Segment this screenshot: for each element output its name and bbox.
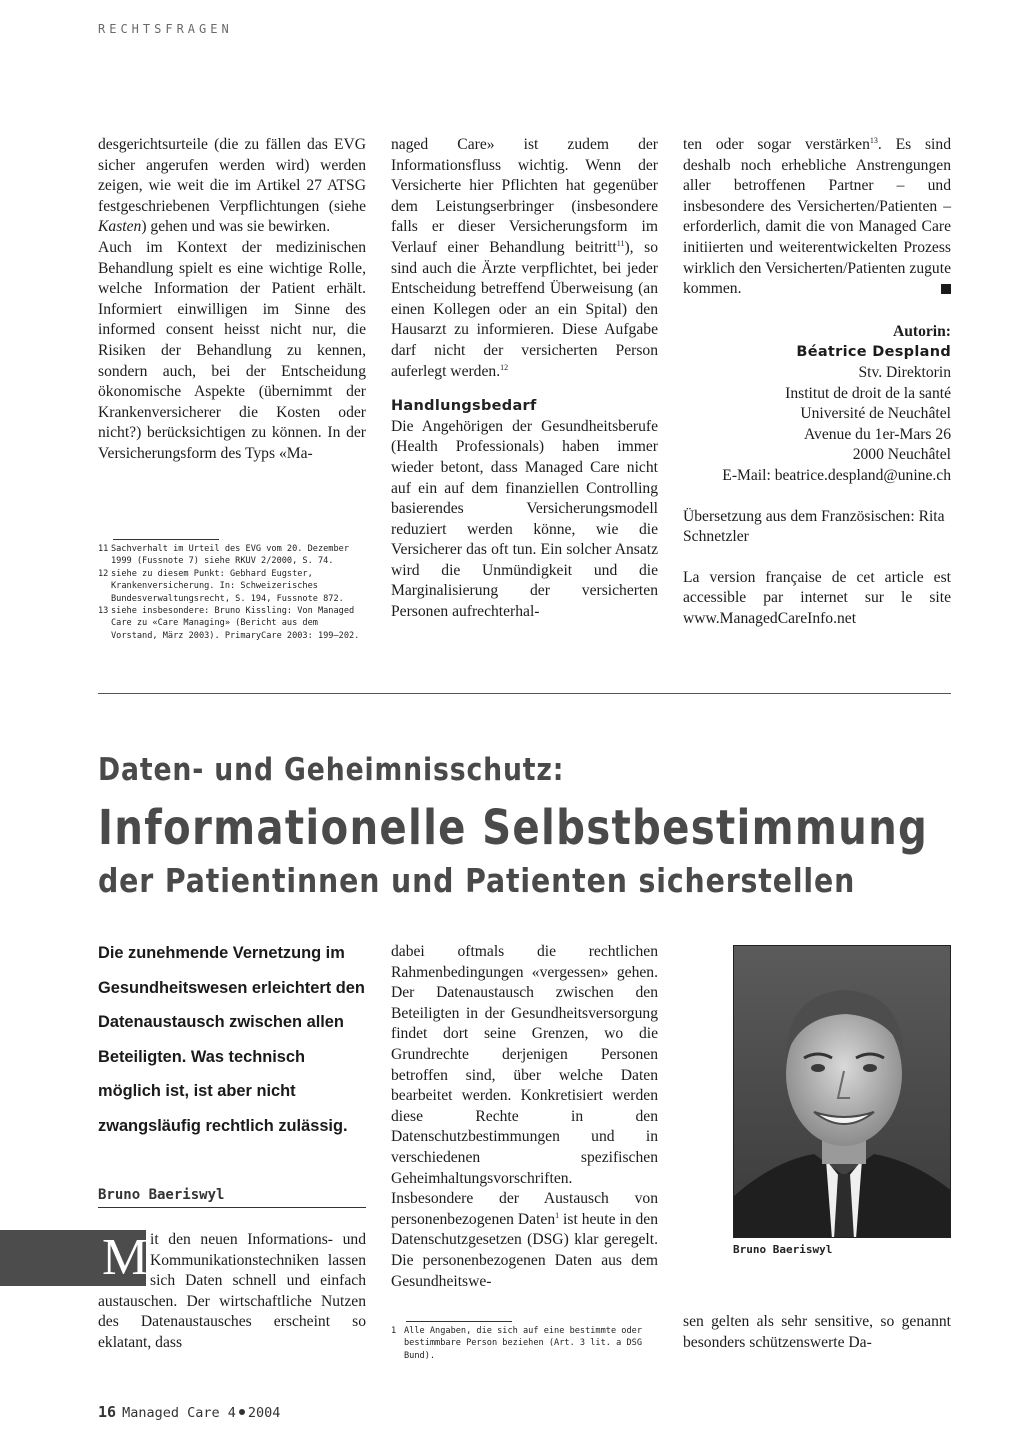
author-university: Université de Neuchâtel (800, 405, 951, 423)
article1-column-1 (98, 135, 366, 465)
footnote-12: 12 siehe zu diesem Punkt: Gebhard Eugster, Krankenversicherung. In: Schweizerisches Bundesverwaltungsrecht, S. 194, Fussnote 872. (98, 568, 344, 604)
page-number: 16 (98, 1403, 117, 1421)
author-block (683, 322, 951, 487)
section-label: RECHTSFRAGEN (98, 22, 233, 36)
author-photo (733, 945, 951, 1238)
dropcap-spacer (98, 1230, 150, 1290)
author-email: E-Mail: beatrice.despland@unine.ch (722, 466, 951, 484)
footnote-11: 11 Sachverhalt im Urteil des EVG vom 20. Dezember 1999 (Fussnote 7) siehe RKUV 2/2000, S. 74. (98, 544, 349, 567)
headline-sub: der Patientinnen und Patienten sicherstellen (98, 861, 856, 900)
article1-col2-paragraph-2: Die Angehörigen der Gesundheitsberufe (Health Professionals) haben immer wieder betont, dass Managed Care nicht auf ein auf dem finanziellen Controlling basierendes Versicherungsmodell reduziert werden könne, wie die Versicherer das oft tun. Ein solcher Ansatz wird die Unmündigkeit und die Marginalisierung der versicherten Personen aufrechterhal- (391, 417, 658, 621)
byline: Bruno Baeriswyl (98, 1187, 366, 1208)
article2-footnote-rule (406, 1321, 512, 1322)
article-lead: Die zunehmende Vernetzung im Gesundheitswesen erleichtert den Datenaustausch zwischen allen Beteiligten. Was technisch möglich ist, ist aber nicht zwangsläufig rechtlich zulässig. (98, 944, 365, 1135)
author-name: Béatrice Despland (796, 344, 951, 361)
footnote-ref-1: 1 (555, 1210, 560, 1220)
article1-col1-paragraph-2: Auch im Kontext der medizinischen Behandlung spielt es eine wichtige Rolle, welche Information der Patient erhält. Informiert einwilligen im Sinne des informed consent heisst nicht nur, die Risiken der Behandlung zu kennen, sondern auch, bei der Entscheidung ökonomische Aspekte (übernimmt der Krankenversicherer die Kosten oder nicht?) berücksichtigen zu können. In der Versicherungsform des Typs «Ma- (98, 238, 366, 462)
article2-col2-paragraph-2: Insbesondere der Austausch von personenbezogenen Daten$^1$ ist heute in den Datenschutzgesetzen (DSG) klar geregelt. Die personenbezogenen Daten aus dem Gesundheitswe- (391, 1190, 658, 1290)
headline-kicker: Daten- und Geheimnisschutz: (98, 752, 565, 788)
article1-col1-paragraph-1: desgerichtsurteile (die zu fällen das EVG sicher angerufen werden wird) werden zeigen, wie weit die im Artikel 27 ATSG festgeschriebenen Verpflichtungen (siehe Kasten) gehen und was sie bewirken. (98, 136, 366, 236)
issue-number: 4 (227, 1405, 236, 1421)
footnote-ref-13: 13 (869, 135, 878, 145)
footnote-1: 1 Alle Angaben, die sich auf eine bestimmte oder bestimmbare Person beziehen (Art. 3 lit. a DSG Bund). (391, 1326, 642, 1361)
article2-column-2 (391, 942, 658, 1292)
end-of-article-mark (941, 284, 951, 294)
photo-caption: Bruno Baeriswyl (733, 1243, 833, 1256)
page-footer (98, 1403, 280, 1421)
subheading-handlungsbedarf: Handlungsbedarf (391, 398, 537, 415)
dropcap-letter: M (102, 1229, 149, 1286)
article1-column-2 (391, 135, 658, 623)
footnote-rule (113, 539, 219, 540)
article2-col2-paragraph-1: dabei oftmals die rechtlichen Rahmenbedingungen «vergessen» gehen. Der Datenaustausch zwischen den Beteiligten in der Gesundheitsversorgung findet dort seine Grenzen, wo die Grundrechte derjenigen Personen betroffen sind, über welche Daten bearbeitet werden. Konkretisiert werden diese Rechte in den Datenschutzbestimmungen und in verschiedenen spezifischen Geheimhaltungsvorschriften. (391, 943, 658, 1187)
french-version-note: La version française de cet article est accessible par internet sur le site www.ManagedCareInfo.net (683, 568, 951, 627)
article2-footnote (391, 1325, 658, 1362)
article1-column-3 (683, 135, 951, 629)
footnote-13: 13 siehe insbesondere: Bruno Kissling: Von Managed Care zu «Care Managing» (Bericht aus dem Vorstand, März 2003). PrimaryCare 2003: 199–202. (98, 606, 360, 641)
portrait-image (734, 946, 951, 1238)
issue-year: 2004 (247, 1405, 281, 1421)
journal-name: Managed Care (122, 1405, 220, 1421)
article2-col3-paragraph: sen gelten als sehr sensitive, so genannt besonders schützenswerte Da- (683, 1313, 951, 1351)
article1-col2-paragraph-1: naged Care» ist zudem der Informationsfluss wichtig. Wenn der Versicherte hier Pflichten hat gegenüber dem Leistungserbringer (insbesondere falls er dieser Versicherungsform im Verlauf einer Behandlung beitritt$^{11}$), so sind auch die Ärzte verpflichtet, bei jeder Entscheidung betreffend Überweisung (an einen Kollegen oder an ein Spital) den Hausarzt zu informieren. Diese Aufgabe darf nicht der versicherten Person auferlegt werden.$^{12}$ (391, 136, 658, 380)
article-separator (98, 693, 951, 694)
separator-dot (239, 1409, 245, 1415)
translation-note: Übersetzung aus dem Französischen: Rita Schnetzler (683, 507, 945, 546)
headline-main: Informationelle Selbstbestimmung (98, 800, 929, 856)
footnote-ref-11: 11 (616, 238, 625, 248)
author-title: Stv. Direktorin (858, 363, 951, 381)
author-city: 2000 Neuchâtel (852, 446, 951, 464)
kasten-reference: Kasten (98, 218, 142, 236)
footnote-ref-12: 12 (500, 362, 509, 372)
author-institute: Institut de droit de la santé (785, 384, 951, 402)
article2-col1-paragraph: it den neuen Informations- und Kommunikationstechniken lassen sich Daten schnell und einfach austauschen. Der wirtschaftliche Nutzen des Datenaustausches erscheint so eklatant, dass (98, 1231, 366, 1351)
author-street: Avenue du 1er-Mars 26 (803, 425, 951, 443)
article1-footnotes (98, 543, 366, 642)
author-label: Autorin: (892, 322, 951, 340)
article2-column-3 (683, 1312, 951, 1353)
article2-column-1 (98, 1230, 366, 1354)
article1-col3-paragraph: ten oder sogar verstärken$^{13}$. Es sind deshalb noch erhebliche Anstrengungen aller betroffenen Partner – und insbesondere des Versicherten/Patienten – erforderlich, damit die von Managed Care initiierten und weiterentwickelten Prozess wirklich den Versicherten/Patienten zugute kommen. (683, 135, 951, 298)
